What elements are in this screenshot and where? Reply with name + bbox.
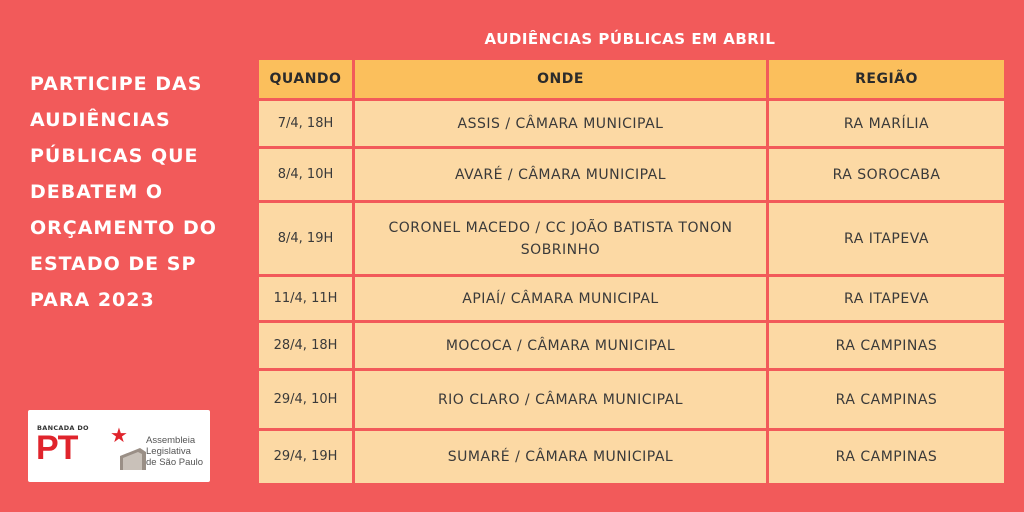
- cell-when: 29/4, 10H: [258, 370, 354, 430]
- table-header-row: [258, 59, 1006, 100]
- cell-region: RA CAMPINAS: [768, 322, 1006, 370]
- cell-where: APIAÍ/ CÂMARA MUNICIPAL: [354, 276, 768, 322]
- column-header-region: REGIÃO: [768, 59, 1006, 100]
- table-row: [258, 370, 1006, 430]
- table-row: [258, 430, 1006, 485]
- hearings-table: [256, 57, 1007, 486]
- cell-region: RA MARÍLIA: [768, 100, 1006, 148]
- cell-when: 28/4, 18H: [258, 322, 354, 370]
- logo-assembly-line: Legislativa: [146, 446, 191, 457]
- cell-where: ASSIS / CÂMARA MUNICIPAL: [354, 100, 768, 148]
- logo-pt-text: PT: [36, 429, 78, 467]
- logo-bancada-text: BANCADA DO: [37, 424, 89, 432]
- cell-when: 8/4, 19H: [258, 202, 354, 276]
- headline: PARTICIPE DAS AUDIÊNCIAS PÚBLICAS QUE DEBATEM O ORÇAMENTO DO ESTADO DE SP PARA 2023: [30, 73, 217, 311]
- cell-where: SUMARÉ / CÂMARA MUNICIPAL: [354, 430, 768, 485]
- assembly-building-icon: [120, 448, 146, 470]
- cell-region: RA ITAPEVA: [768, 276, 1006, 322]
- logo-assembly-name: [146, 435, 203, 468]
- cell-when: 29/4, 19H: [258, 430, 354, 485]
- table-row: [258, 148, 1006, 202]
- cell-where: MOCOCA / CÂMARA MUNICIPAL: [354, 322, 768, 370]
- table-title: AUDIÊNCIAS PÚBLICAS EM ABRIL: [484, 30, 776, 48]
- logo-assembly-line: de São Paulo: [146, 457, 204, 468]
- cell-where: AVARÉ / CÂMARA MUNICIPAL: [354, 148, 768, 202]
- cell-region: RA SOROCABA: [768, 148, 1006, 202]
- table-row: [258, 100, 1006, 148]
- logo-assembly-line: Assembleia: [146, 435, 196, 446]
- table-row: [258, 322, 1006, 370]
- cell-when: 7/4, 18H: [258, 100, 354, 148]
- star-icon: ★: [110, 423, 128, 447]
- cell-region: RA CAMPINAS: [768, 370, 1006, 430]
- cell-when: 8/4, 10H: [258, 148, 354, 202]
- bancada-pt-alesp-logo: [28, 410, 210, 482]
- table-row: [258, 276, 1006, 322]
- cell-region: RA ITAPEVA: [768, 202, 1006, 276]
- table-row: [258, 202, 1006, 276]
- cell-where: CORONEL MACEDO / CC JOÃO BATISTA TONON SOBRINHO: [354, 202, 768, 276]
- cell-where: RIO CLARO / CÂMARA MUNICIPAL: [354, 370, 768, 430]
- column-header-where: ONDE: [354, 59, 768, 100]
- column-header-when: QUANDO: [258, 59, 354, 100]
- cell-region: RA CAMPINAS: [768, 430, 1006, 485]
- cell-when: 11/4, 11H: [258, 276, 354, 322]
